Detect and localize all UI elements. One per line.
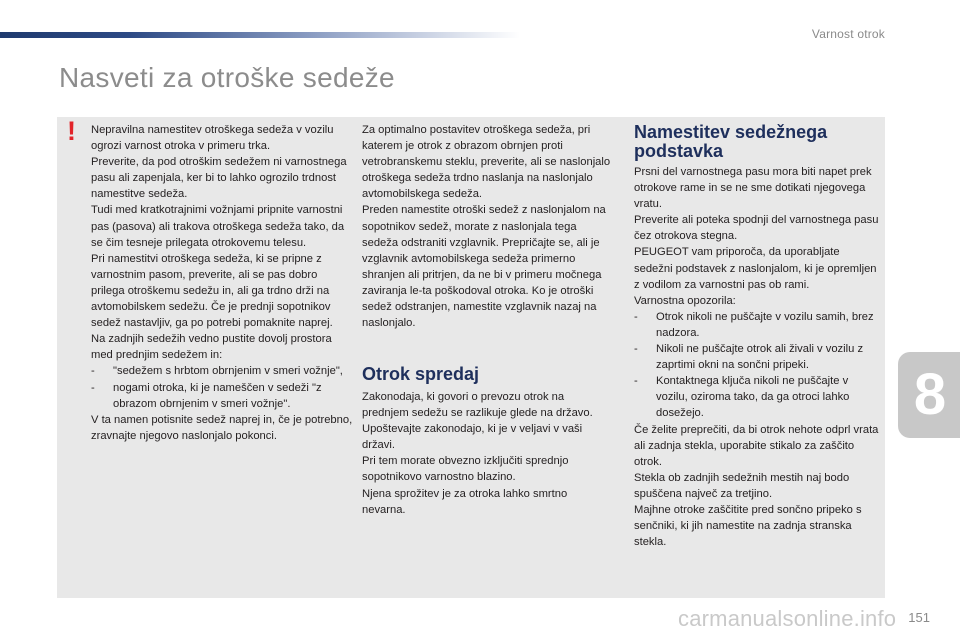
bullet-item: - nogami otroka, ki je nameščen v sedeži "z obrazom obrnjenim v smeri vožnje". (91, 380, 353, 412)
column-3-text (634, 164, 880, 550)
heading-otrok-spredaj: Otrok spredaj (362, 364, 480, 384)
bullet-item: - "sedežem s hrbtom obrnjenim v smeri vožnje", (91, 363, 353, 379)
watermark-text: carmanualsonline.info (678, 606, 897, 631)
column-2-text (362, 122, 612, 331)
paragraph: Stekla ob zadnjih sedežnih mestih naj bodo spuščena največ za tretjino. (634, 471, 850, 500)
warnings-label: Varnostna opozorila: (634, 294, 736, 307)
chapter-tab (898, 352, 960, 438)
paragraph: Na zadnjih sedežih vedno pustite dovolj prostora med prednjim sedežem in: (91, 333, 332, 362)
paragraph: Preverite ali poteka spodnji del varnostnega pasu čez otrokova stegna. (634, 214, 879, 243)
paragraph: Majhne otroke zaščitite pred sončno pripeko s senčniki, ki jih namestite na zadnja stranska stekla. (634, 503, 862, 549)
header-gradient-bar (0, 32, 520, 38)
exclamation-warning-icon: ! (67, 116, 76, 146)
paragraph: Če želite preprečiti, da bi otrok nehote odprl vrata ali zadnja stekla, uporabite stikalo za zaščito otrok. (634, 423, 879, 468)
paragraph: Njena sprožitev je za otroka lahko smrtno nevarna. (362, 487, 568, 516)
paragraph: Nepravilna namestitev otroškega sedeža v vozilu ogrozi varnost otroka v primeru trka. (91, 124, 334, 153)
page-number: 151 (908, 610, 930, 625)
column-1-warning-text (91, 122, 353, 444)
section-title: Varnost otrok (811, 27, 885, 41)
bullet-item: - Kontaktnega ključa nikoli ne puščajte v vozilu, oziroma tako, da ga otroci lahko dosežejo. (634, 373, 880, 421)
paragraph: Zakonodaja, ki govori o prevozu otrok na prednjem sedežu se razlikuje glede na državo. Upoštevajte zakonodajo, ki je v veljavi v vaši državi. (362, 391, 593, 452)
column-2-section-text (362, 389, 612, 518)
bullet-item: - Otrok nikoli ne puščajte v vozilu samih, brez nadzora. (634, 309, 880, 341)
paragraph: Za optimalno postavitev otroškega sedeža, pri katerem je otrok z obrazom obrnjen proti vetrobranskemu steklu, preverite, ali se naslonjalo otroškega sedeža trdno naslanja na naslonjalo avtomobilskega sedeža. (362, 124, 611, 201)
paragraph: Pri namestitvi otroškega sedeža, ki se pripne z varnostnim pasom, preverite, ali se pas dobro prilega otroškemu sedežu in, ali ga trdno drži na avtomobilskem sedežu. Če je prednji sopotnikov sedež nastavljiv, ga po potrebi pomaknite naprej. (91, 252, 333, 330)
page-title: Nasveti za otroške sedeže (59, 62, 395, 93)
bullet-item: - Nikoli ne puščajte otrok ali živali v vozilu z zaprtimi okni na sončni pripeki. (634, 341, 880, 373)
paragraph: Tudi med kratkotrajnimi vožnjami pripnite varnostni pas (pasova) ali trakova otroškega sedeža tako, da se čim tesneje prilegata otrokovemu telesu. (91, 204, 345, 249)
paragraph: Preden namestite otroški sedež z naslonjalom na sopotnikov sedež, morate z naslonjala tega sedeža odstraniti vzglavnik. Prepričajte se, ali je vzglavnik avtomobilskega sedeža primerno shranjen ali pritrjen, da ne bi v primeru močnega zaviranja le-ta poškodoval otroka. Ko je otroški sedež odstranjen, namestite vzglavnik nazaj na naslonjalo. (362, 204, 606, 330)
heading-namestitev-podstavka: Namestitev sedežnega podstavka (634, 122, 828, 161)
paragraph: PEUGEOT vam priporoča, da uporabljate sedežni podstavek z naslonjalom, ki je opremljen z vodilom za varnostni pas ob rami. (634, 246, 877, 291)
paragraph: Preverite, da pod otroškim sedežem ni varnostnega pasu ali zapenjala, ker bi to lahko ogrozilo trdnost namestitve sedeža. (91, 156, 347, 201)
paragraph: Prsni del varnostnega pasu mora biti napet prek otrokove rame in se ne sme dotikati njegovega vratu. (634, 166, 872, 211)
chapter-number: 8 (913, 362, 947, 427)
paragraph: V ta namen potisnite sedež naprej in, če je potrebno, zravnajte njegovo naslonjalo pokonci. (91, 413, 353, 442)
paragraph: Pri tem morate obvezno izključiti sprednjo sopotnikovo varnostno blazino. (362, 455, 569, 484)
